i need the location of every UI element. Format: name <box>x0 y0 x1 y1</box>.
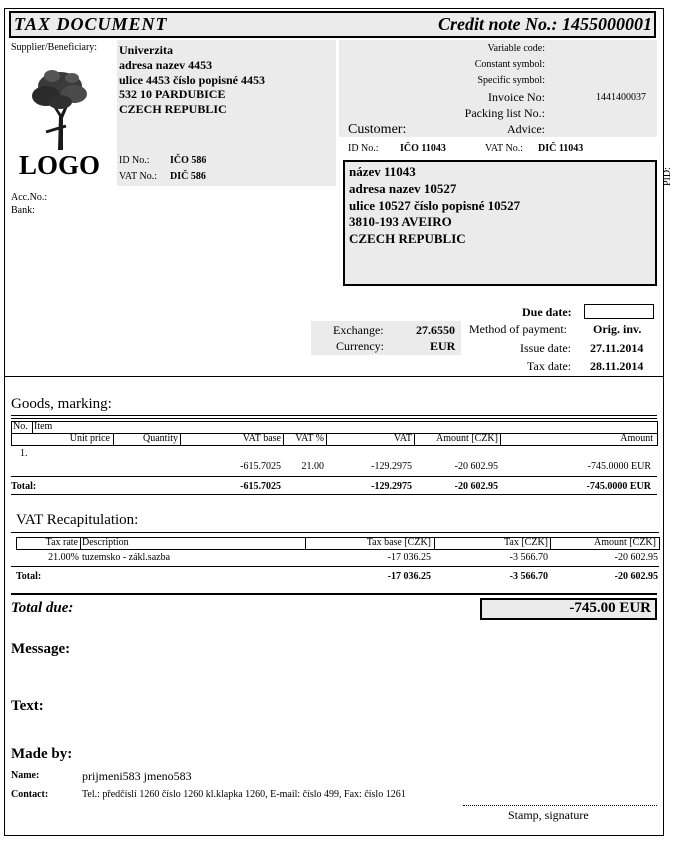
vat-col-amount: Amount [CZK] <box>594 537 656 548</box>
customer-line5: CZECH REPUBLIC <box>349 231 466 246</box>
supplier-address1: adresa nazev 4453 <box>119 58 213 72</box>
customer-address-box <box>343 160 657 286</box>
total-due-rule <box>11 593 657 595</box>
goods-rule-2 <box>11 418 657 419</box>
goods-total-rule <box>11 476 657 477</box>
credit-note-number: Credit note No.: 1455000001 <box>438 14 652 34</box>
customer-id-label: ID No.: <box>348 143 379 154</box>
vat-total-label: Total: <box>16 571 42 582</box>
account-label: Acc.No.: <box>11 192 48 203</box>
exchange-label: Exchange: <box>333 323 384 337</box>
total-due-value: -745.00 EUR <box>569 600 651 616</box>
tree-logo-icon <box>28 66 92 150</box>
pid-label: PID: <box>662 167 673 186</box>
customer-vat-value: DIČ 11043 <box>538 143 584 154</box>
vat-total-base: -17 036.25 <box>387 571 431 582</box>
goods-total-label: Total: <box>11 481 37 492</box>
invoice-number-value: 1441400037 <box>596 92 646 103</box>
currency-label: Currency: <box>336 339 384 353</box>
vat-row-rate: 21.00% <box>48 552 79 563</box>
row-number: 1. <box>20 448 28 459</box>
goods-total-vat: -129.2975 <box>371 481 412 492</box>
supplier-vat-value: DIČ 586 <box>170 171 206 182</box>
col-vat: VAT <box>393 433 412 444</box>
tax-date-value: 28.11.2014 <box>590 359 644 373</box>
message-label: Message: <box>11 641 71 657</box>
packing-list-label: Packing list No.: <box>464 106 545 120</box>
col-item: Item <box>34 421 53 432</box>
signature-line <box>463 805 657 806</box>
supplier-id-label: ID No.: <box>119 155 150 166</box>
supplier-vat-label: VAT No.: <box>119 171 157 182</box>
name-value: prijmeni583 jmeno583 <box>82 769 192 783</box>
customer-vat-label: VAT No.: <box>485 143 523 154</box>
vat-row-description: tuzemsko - zákl.sazba <box>82 552 171 563</box>
col-amount: Amount <box>620 433 653 444</box>
customer-title: Customer: <box>348 122 407 137</box>
section-divider <box>4 376 663 377</box>
due-date-label: Due date: <box>522 305 572 319</box>
col-amount-czk: Amount [CZK] <box>436 433 498 444</box>
customer-line1: název 11043 <box>349 164 416 179</box>
vat-col-rate: Tax rate <box>45 537 78 548</box>
vat-col-base: Tax base [CZK] <box>366 537 431 548</box>
row-vat-base: -615.7025 <box>240 461 281 472</box>
goods-total-vat-base: -615.7025 <box>240 481 281 492</box>
exchange-value: 27.6550 <box>416 323 455 337</box>
text-label: Text: <box>11 698 44 714</box>
col-divider <box>80 537 81 549</box>
contact-label: Contact: <box>11 789 49 800</box>
tax-date-label: Tax date: <box>527 359 572 373</box>
row-vat: -129.2975 <box>371 461 412 472</box>
goods-bottom-rule <box>11 494 657 495</box>
customer-id-value: IČO 11043 <box>400 143 446 154</box>
title-bar <box>9 11 656 38</box>
currency-value: EUR <box>430 339 456 353</box>
total-due-box <box>480 598 657 620</box>
vat-recap-rule <box>11 532 659 533</box>
row-amount: -745.0000 EUR <box>587 461 651 472</box>
supplier-country: CZECH REPUBLIC <box>119 102 227 116</box>
vat-row-tax: -3 566.70 <box>509 552 548 563</box>
col-divider <box>32 421 33 433</box>
vat-col-description: Description <box>82 537 129 548</box>
goods-title: Goods, marking: <box>11 396 112 412</box>
goods-total-amount-czk: -20 602.95 <box>454 481 498 492</box>
vat-col-tax: Tax [CZK] <box>503 537 548 548</box>
goods-total-amount: -745.0000 EUR <box>586 481 651 492</box>
vat-total-rule <box>11 566 659 567</box>
issue-date-value: 27.11.2014 <box>590 341 644 355</box>
name-label: Name: <box>11 770 40 781</box>
issue-date-label: Issue date: <box>520 341 571 355</box>
stamp-signature-label: Stamp, signature <box>508 808 589 822</box>
goods-rule-1 <box>11 415 657 416</box>
row-vat-pct: 21.00 <box>301 461 324 472</box>
due-date-box <box>584 304 654 319</box>
vat-total-amount: -20 602.95 <box>614 571 658 582</box>
col-vat-base: VAT base <box>242 433 281 444</box>
invoice-number-label: Invoice No: <box>488 90 545 104</box>
supplier-address2: ulice 4453 číslo popisné 4453 <box>119 73 266 87</box>
vat-row-amount: -20 602.95 <box>614 552 658 563</box>
customer-line4: 3810-193 AVEIRO <box>349 214 452 229</box>
bank-label: Bank: <box>11 205 35 216</box>
total-due-label: Total due: <box>11 600 74 616</box>
constant-symbol-label: Constant symbol: <box>474 59 545 70</box>
supplier-label: Supplier/Beneficiary: <box>11 42 98 53</box>
made-by-title: Made by: <box>11 746 73 762</box>
logo-text: LOGO <box>19 150 101 180</box>
row-amount-czk: -20 602.95 <box>454 461 498 472</box>
vat-row-base: -17 036.25 <box>387 552 431 563</box>
doc-title: TAX DOCUMENT <box>14 14 168 34</box>
col-no: No. <box>13 421 28 432</box>
variable-code-label: Variable code: <box>487 43 545 54</box>
contact-value: Tel.: předčíslí 1260 číslo 1260 kl.klapka 1260, E-mail: číslo 499, Fax: číslo 1261 <box>82 789 406 800</box>
specific-symbol-label: Specific symbol: <box>477 75 545 86</box>
advice-label: Advice: <box>507 122 545 136</box>
customer-line3: ulice 10527 číslo popisné 10527 <box>349 198 521 213</box>
supplier-address3: 532 10 PARDUBICE <box>119 87 226 101</box>
customer-line2: adresa nazev 10527 <box>349 181 457 196</box>
payment-method-value: Orig. inv. <box>593 322 642 336</box>
supplier-name: Univerzita <box>119 43 173 57</box>
supplier-id-value: IČO 586 <box>170 155 207 166</box>
vat-total-tax: -3 566.70 <box>509 571 548 582</box>
col-unit-price: Unit price <box>69 433 110 444</box>
col-vat-pct: VAT % <box>295 433 324 444</box>
vat-recap-title: VAT Recapitulation: <box>16 512 139 528</box>
payment-method-label: Method of payment: <box>469 322 567 336</box>
col-quantity: Quantity <box>143 433 178 444</box>
